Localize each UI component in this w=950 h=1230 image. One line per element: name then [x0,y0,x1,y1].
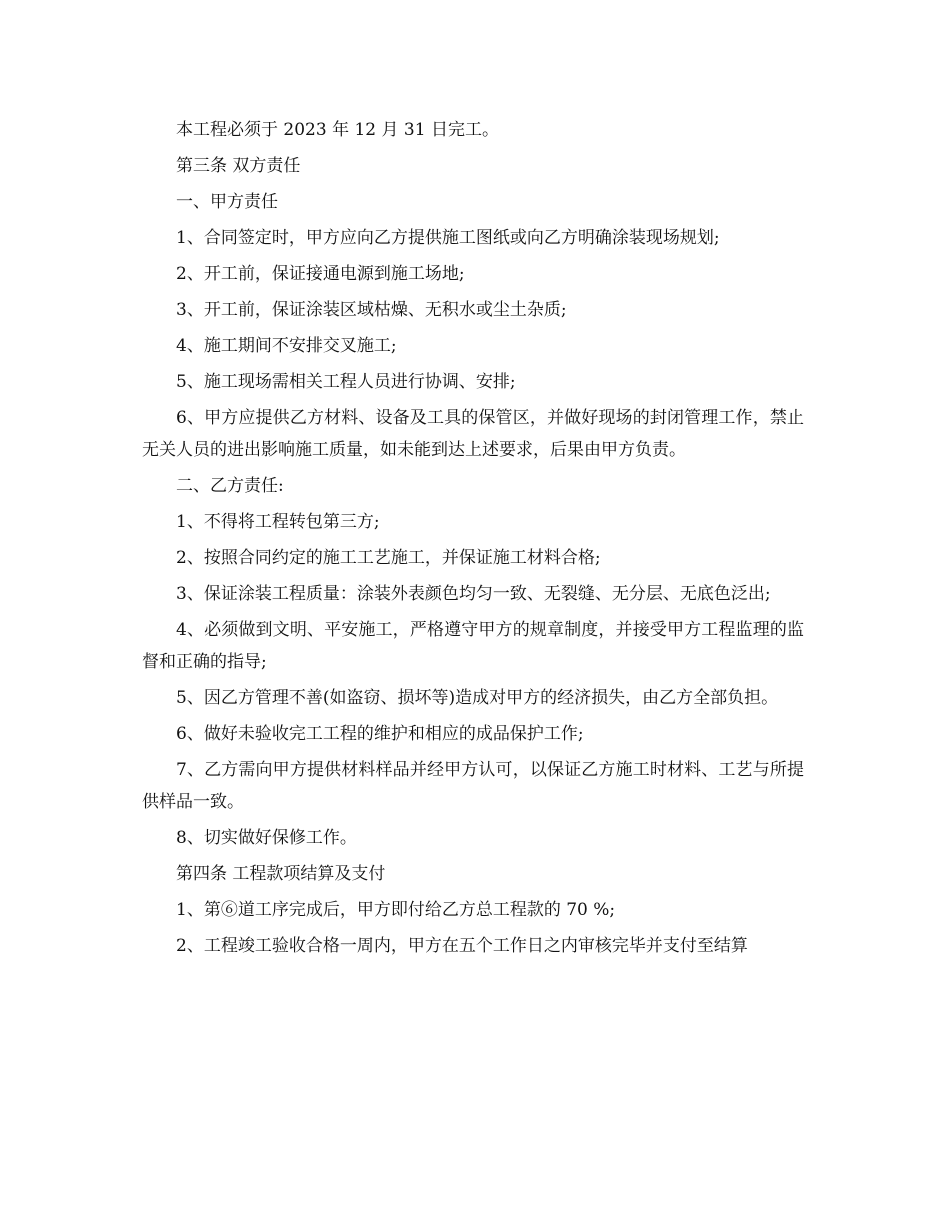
party-b-item-6: 6、做好未验收完工工程的维护和相应的成品保护工作; [176,724,584,744]
party-a-item-6: 6、甲方应提供乙方材料、设备及工具的保管区，并做好现场的封闭管理工作，禁止无关人员的进出影响施工质量，如未能到达上述要求，后果由甲方负责。 [142,408,804,460]
party-b-item-1: 1、不得将工程转包第三方; [176,512,380,532]
party-b-item-5: 5、因乙方管理不善(如盗窃、损坏等)造成对甲方的经济损失，由乙方全部负担。 [176,688,779,708]
party-a-item-5: 5、施工现场需相关工程人员进行协调、安排; [176,372,516,392]
party-b-item-4: 4、必须做到文明、平安施工，严格遵守甲方的规章制度，并接受甲方工程监理的监督和正确的指导; [142,620,804,672]
party-a-item-1: 1、合同签定时，甲方应向乙方提供施工图纸或向乙方明确涂装现场规划; [176,228,720,248]
party-a-heading: 一、甲方责任 [176,192,278,212]
payment-item-1: 1、第⑥道工序完成后，甲方即付给乙方总工程款的 70 %; [176,900,616,920]
party-a-item-2: 2、开工前，保证接通电源到施工场地; [176,264,465,284]
party-a-item-4: 4、施工期间不安排交叉施工; [176,336,397,356]
party-b-item-2: 2、按照合同约定的施工工艺施工，并保证施工材料合格; [176,548,601,568]
payment-item-2: 2、工程竣工验收合格一周内，甲方在五个工作日之内审核完毕并支付至结算 [176,936,748,956]
document-body [142,114,804,966]
article-3-heading: 第三条 双方责任 [176,156,301,176]
party-b-heading: 二、乙方责任: [176,476,284,496]
party-a-item-3: 3、开工前，保证涂装区域枯燥、无积水或尘土杂质; [176,300,567,320]
party-b-item-3: 3、保证涂装工程质量：涂装外表颜色均匀一致、无裂缝、无分层、无底色泛出; [176,584,771,604]
party-b-item-8: 8、切实做好保修工作。 [176,828,357,848]
party-b-item-7: 7、乙方需向甲方提供材料样品并经甲方认可，以保证乙方施工时材料、工艺与所提供样品一致。 [142,760,804,812]
completion-date-paragraph: 本工程必须于 2023 年 12 月 31 日完工。 [176,120,499,140]
article-4-heading: 第四条 工程款项结算及支付 [176,864,386,884]
